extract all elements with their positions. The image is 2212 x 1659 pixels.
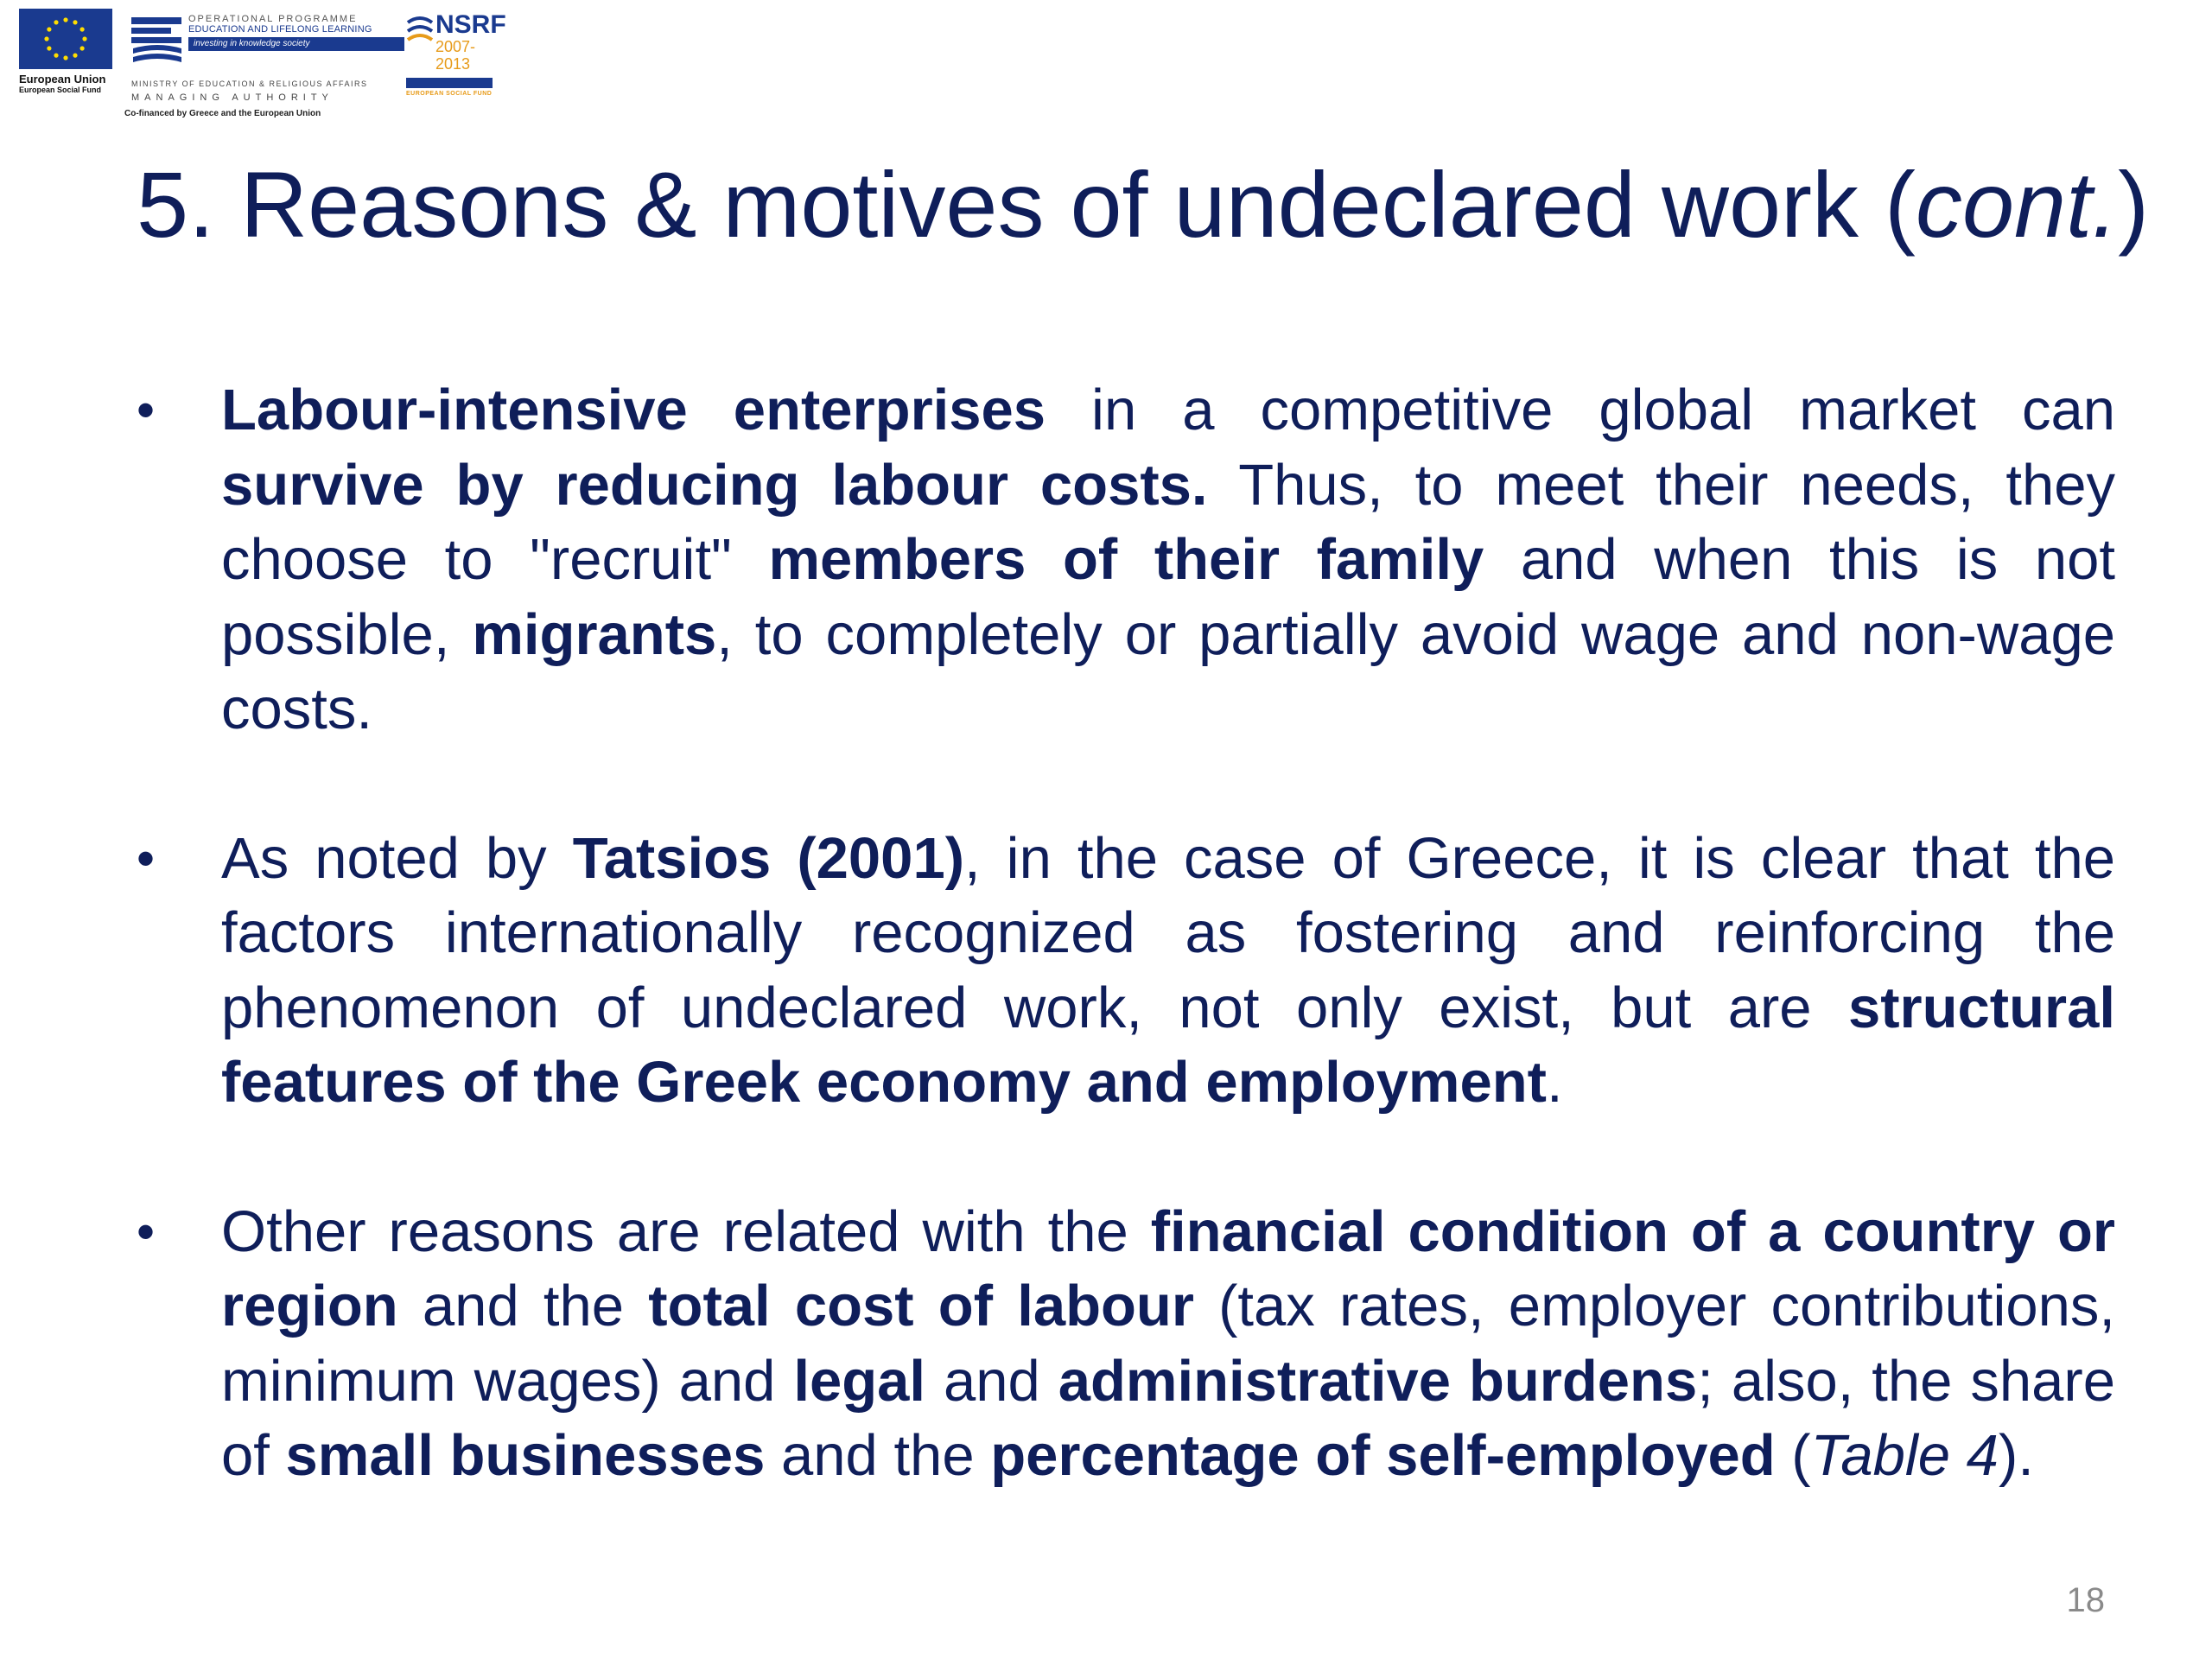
bullet-dot: •: [137, 381, 156, 439]
slide-title-end: ): [2118, 152, 2150, 257]
esf-label: European Social Fund: [19, 86, 102, 94]
op-tagline: investing in knowledge society: [188, 37, 404, 51]
text-run: in a competitive global market can: [1046, 378, 2115, 442]
text-run: Thus, to meet their needs, they choose to "recruit": [221, 452, 2115, 592]
nsrf-logo: [406, 10, 506, 97]
slide-title-main: 5. Reasons & motives of undeclared work (: [137, 152, 1916, 257]
nsrf-title: NSRF: [435, 10, 506, 39]
op-emblem-icon: [131, 17, 183, 66]
text-run: As noted by: [221, 825, 573, 891]
text-run: ).: [1998, 1423, 2034, 1488]
italic-run: Table 4: [1810, 1423, 1999, 1488]
text-run: and the: [765, 1423, 991, 1488]
bullet-item: [133, 1195, 2115, 1494]
slide-title: [137, 149, 2149, 261]
nsrf-years: 2007-2013: [435, 38, 476, 73]
bold-run: survive by reducing labour costs.: [221, 452, 1208, 518]
nsrf-bar: [406, 78, 493, 88]
bullet-text: [221, 1195, 2115, 1494]
text-run: (: [1775, 1423, 1811, 1488]
page-number: 18: [2066, 1581, 2105, 1619]
ministry-label: MINISTRY OF EDUCATION & RELIGIOUS AFFAIRS: [131, 79, 368, 88]
op-programme-label: OPERATIONAL PROGRAMME: [188, 14, 358, 24]
bullet-dot: •: [137, 1202, 156, 1261]
text-run: Other reasons are related with the: [221, 1198, 1151, 1264]
bold-run: financial condition of a country or region: [221, 1198, 2115, 1338]
eu-logo: [19, 9, 116, 94]
bold-run: migrants: [472, 601, 717, 667]
bold-run: Labour-intensive enterprises: [221, 378, 1046, 442]
eu-flag-icon: [19, 9, 112, 69]
text-run: , in the case of Greece, it is clear that the factors internationally recognized as fostering and reinforcing the phenomenon of undeclared work, not only exist, but are: [221, 825, 2115, 1040]
slide-title-italic: cont.: [1915, 152, 2119, 257]
bullet-list: [133, 373, 2115, 1568]
managing-authority-label: MANAGING AUTHORITY: [131, 92, 334, 103]
text-run: , to completely or partially avoid wage and non-wage costs.: [221, 601, 2115, 741]
bold-run: legal: [793, 1348, 926, 1414]
text-run: and: [925, 1348, 1058, 1414]
text-run: and when this is not possible,: [221, 527, 2115, 667]
bullet-text: [221, 822, 2115, 1121]
bold-run: members of their family: [768, 527, 1484, 592]
logo-strip: [19, 9, 506, 121]
bullet-dot: •: [137, 829, 156, 887]
bold-run: administrative burdens: [1058, 1348, 1698, 1414]
bold-run: total cost of labour: [648, 1274, 1194, 1338]
bold-run: Tatsios (2001): [572, 825, 965, 891]
bold-run: percentage of self-employed: [990, 1423, 1776, 1488]
bullet-text: [221, 373, 2115, 747]
text-run: and the: [397, 1274, 649, 1338]
text-run: (tax rates, employer contributions, minimum wages) and: [221, 1274, 2115, 1414]
cofinanced-label: Co-financed by Greece and the European Union: [124, 109, 321, 118]
text-run: .: [1546, 1050, 1563, 1115]
nsrf-mark-icon: [406, 14, 434, 48]
text-run: ; also, the share of: [221, 1348, 2115, 1488]
nsrf-sub: EUROPEAN SOCIAL FUND: [406, 91, 493, 97]
bold-run: structural features of the Greek economy and employment: [221, 975, 2115, 1115]
eu-label: European Union: [19, 73, 106, 86]
op-education-label: EDUCATION AND LIFELONG LEARNING: [188, 24, 372, 35]
bold-run: small businesses: [285, 1423, 766, 1488]
bullet-item: [133, 822, 2115, 1121]
bullet-item: [133, 373, 2115, 747]
